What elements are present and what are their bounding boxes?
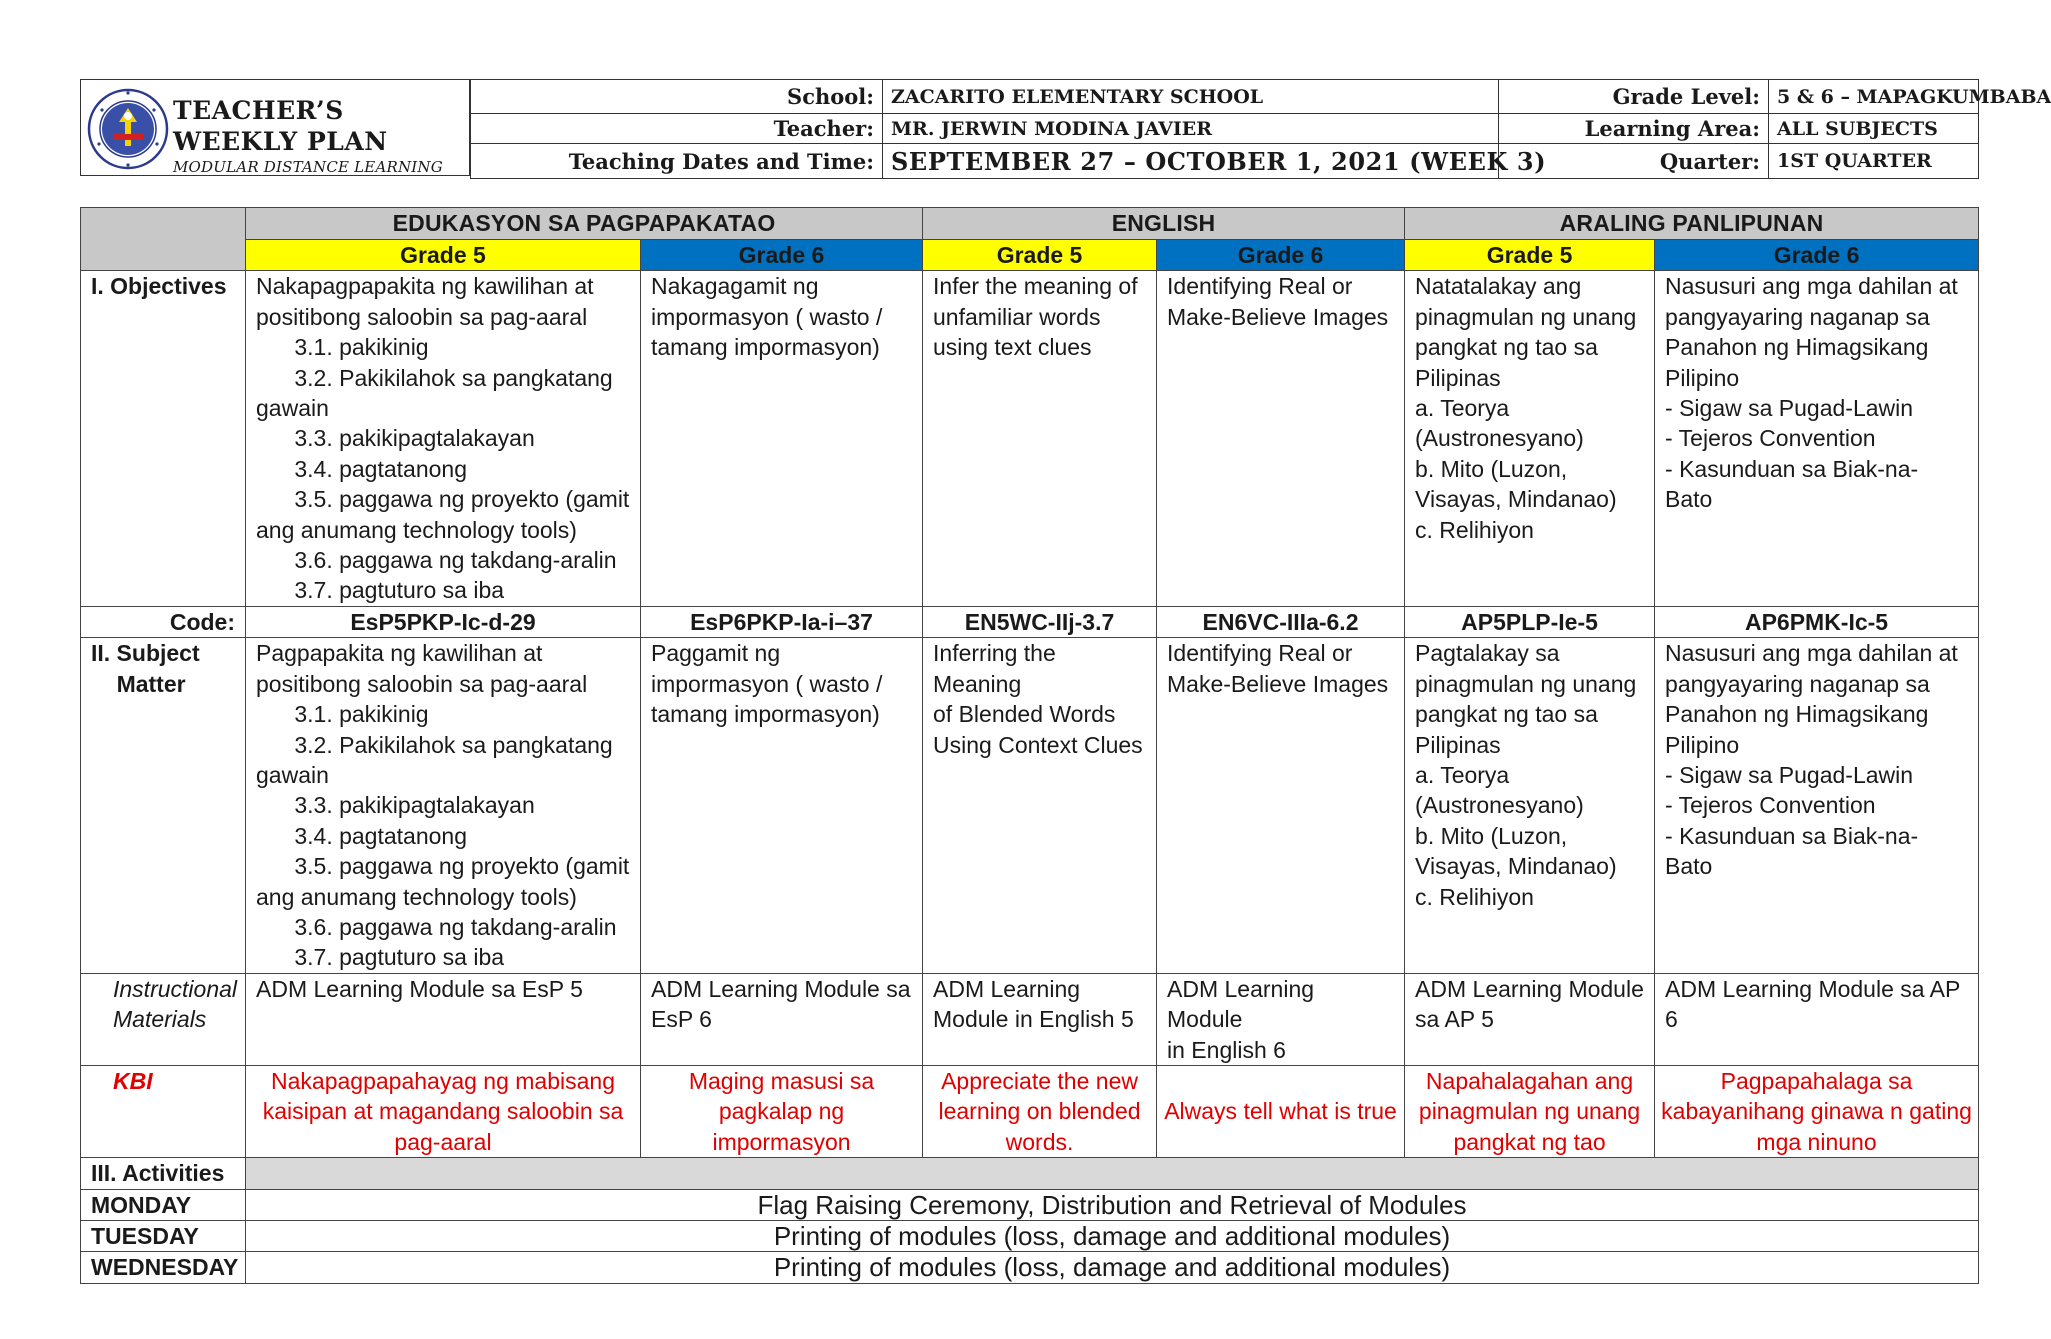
code-cell: AP5PLP-Ie-5 bbox=[1405, 606, 1655, 637]
subject-header-row bbox=[81, 208, 1979, 240]
subject-ap: ARALING PANLIPUNAN bbox=[1405, 208, 1979, 240]
kbi-cell: Nakapagpapahayag ng mabisang kaisipan at magandang saloobin sa pag-aaral bbox=[246, 1065, 641, 1157]
objective-cell: Nakapagpapakita ng kawilihan at positibong saloobin sa pag-aaral 3.1. pakikinig 3.2. Pakikilahok sa pangkatang gawain 3.3. pakikipagtalakayan 3.4. pagtatanong 3.5. paggawa ng proyekto (gamit ang anumang technology tools) 3.6. paggawa ng takdang-aralin 3.7. pagtuturo sa iba bbox=[246, 271, 641, 606]
quarter-value: 1ST QUARTER bbox=[1769, 144, 1979, 179]
code-cell: EsP5PKP-Ic-d-29 bbox=[246, 606, 641, 637]
day-label: WEDNESDAY bbox=[81, 1252, 246, 1283]
title-modality: MODULAR DISTANCE LEARNING bbox=[173, 158, 443, 176]
subject-matter-cell: Inferring the Meaning of Blended Words Using Context Clues bbox=[923, 638, 1157, 973]
materials-cell: ADM Learning Module in English 5 bbox=[923, 973, 1157, 1065]
objective-cell: Nasusuri ang mga dahilan at pangyayaring naganap sa Panahon ng Himagsikang Pilipino - Sigaw sa Pugad-Lawin - Tejeros Convention - Kasunduan sa Biak-na- Bato bbox=[1655, 271, 1979, 606]
kbi-cell: Maging masusi sa pagkalap ng impormasyon bbox=[641, 1065, 923, 1157]
grade-header: Grade 5 bbox=[246, 240, 641, 271]
objective-cell: Infer the meaning of unfamiliar words using text clues bbox=[923, 271, 1157, 606]
materials-cell: ADM Learning Module sa AP 6 bbox=[1655, 973, 1979, 1065]
subject-matter-cell: Pagtalakay sa pinagmulan ng unang pangkat ng tao sa Pilipinas a. Teorya (Austronesyano) b. Mito (Luzon, Visayas, Mindanao) c. Relihiyon bbox=[1405, 638, 1655, 973]
code-label: Code: bbox=[81, 606, 246, 637]
grade-header: Grade 5 bbox=[923, 240, 1157, 271]
grade-level-value: 5 & 6 – MAPAGKUMBABA bbox=[1769, 80, 1979, 114]
activity-cell: Flag Raising Ceremony, Distribution and Retrieval of Modules bbox=[246, 1189, 1979, 1220]
subject-esp: EDUKASYON SA PAGPAPAKATAO bbox=[246, 208, 923, 240]
kbi-row bbox=[81, 1065, 1979, 1157]
code-row bbox=[81, 606, 1979, 637]
learning-area-label: Learning Area: bbox=[1499, 114, 1769, 144]
kbi-cell: Always tell what is true bbox=[1157, 1065, 1405, 1157]
dates-label: Teaching Dates and Time: bbox=[471, 144, 883, 179]
title-teachers: TEACHER’S bbox=[173, 96, 344, 125]
materials-cell: ADM Learning Module sa EsP 6 bbox=[641, 973, 923, 1065]
teacher-label: Teacher: bbox=[471, 114, 883, 144]
activity-row-wednesday bbox=[81, 1252, 1979, 1283]
materials-row bbox=[81, 973, 1979, 1065]
objectives-label: I. Objectives bbox=[81, 271, 246, 606]
deped-seal-icon bbox=[87, 88, 169, 170]
corner-cell bbox=[81, 208, 246, 271]
dates-value: SEPTEMBER 27 – OCTOBER 1, 2021 (WEEK 3) bbox=[883, 144, 1499, 179]
activity-row-tuesday bbox=[81, 1221, 1979, 1252]
school-label: School: bbox=[471, 80, 883, 114]
objective-cell: Nakagagamit ng impormasyon ( wasto / tamang impormasyon) bbox=[641, 271, 923, 606]
subject-matter-cell: Nasusuri ang mga dahilan at pangyayaring naganap sa Panahon ng Himagsikang Pilipino - Sigaw sa Pugad-Lawin - Tejeros Convention - Kasunduan sa Biak-na- Bato bbox=[1655, 638, 1979, 973]
subject-matter-label: II. Subject Matter bbox=[81, 638, 246, 973]
grade-header: Grade 6 bbox=[1157, 240, 1405, 271]
day-label: TUESDAY bbox=[81, 1221, 246, 1252]
school-value: ZACARITO ELEMENTARY SCHOOL bbox=[883, 80, 1499, 114]
grade-header: Grade 6 bbox=[641, 240, 923, 271]
grade-header-row bbox=[81, 240, 1979, 271]
kbi-cell: Appreciate the new learning on blended words. bbox=[923, 1065, 1157, 1157]
subject-english: ENGLISH bbox=[923, 208, 1405, 240]
materials-label: Instructional Materials bbox=[81, 973, 246, 1065]
activities-header-row bbox=[81, 1158, 1979, 1189]
materials-cell: ADM Learning Module sa AP 5 bbox=[1405, 973, 1655, 1065]
subject-matter-cell: Paggamit ng impormasyon ( wasto / tamang impormasyon) bbox=[641, 638, 923, 973]
activity-cell: Printing of modules (loss, damage and additional modules) bbox=[246, 1252, 1979, 1283]
objective-cell: Natatalakay ang pinagmulan ng unang pangkat ng tao sa Pilipinas a. Teorya (Austronesyano) b. Mito (Luzon, Visayas, Mindanao) c. Relihiyon bbox=[1405, 271, 1655, 606]
activity-row-monday bbox=[81, 1189, 1979, 1220]
code-cell: EsP6PKP-Ia-i–37 bbox=[641, 606, 923, 637]
objective-cell: Identifying Real or Make-Believe Images bbox=[1157, 271, 1405, 606]
day-label: MONDAY bbox=[81, 1189, 246, 1220]
materials-cell: ADM Learning Module sa EsP 5 bbox=[246, 973, 641, 1065]
plan-header bbox=[80, 79, 2051, 178]
code-cell: AP6PMK-Ic-5 bbox=[1655, 606, 1979, 637]
grade-header: Grade 6 bbox=[1655, 240, 1979, 271]
weekly-plan-table bbox=[80, 207, 1979, 1284]
activity-cell: Printing of modules (loss, damage and additional modules) bbox=[246, 1221, 1979, 1252]
quarter-label: Quarter: bbox=[1499, 144, 1769, 179]
grade-header: Grade 5 bbox=[1405, 240, 1655, 271]
subject-matter-row bbox=[81, 638, 1979, 973]
activities-label: III. Activities bbox=[81, 1158, 246, 1189]
header-info bbox=[470, 79, 2051, 178]
kbi-cell: Napahalagahan ang pinagmulan ng unang pangkat ng tao bbox=[1405, 1065, 1655, 1157]
subject-matter-cell: Pagpapakita ng kawilihan at positibong saloobin sa pag-aaral 3.1. pakikinig 3.2. Pakikilahok sa pangkatang gawain 3.3. pakikipagtalakayan 3.4. pagtatanong 3.5. paggawa ng proyekto (gamit ang anumang technology tools) 3.6. paggawa ng takdang-aralin 3.7. pagtuturo sa iba bbox=[246, 638, 641, 973]
title-weekly-plan: WEEKLY PLAN bbox=[173, 127, 388, 156]
kbi-cell: Pagpapahalaga sa kabayanihang ginawa n gating mga ninuno bbox=[1655, 1065, 1979, 1157]
subject-matter-cell: Identifying Real or Make-Believe Images bbox=[1157, 638, 1405, 973]
learning-area-value: ALL SUBJECTS bbox=[1769, 114, 1979, 144]
activities-header-fill bbox=[246, 1158, 1979, 1189]
grade-level-label: Grade Level: bbox=[1499, 80, 1769, 114]
kbi-label: KBI bbox=[81, 1065, 246, 1157]
materials-cell: ADM Learning Module in English 6 bbox=[1157, 973, 1405, 1065]
header-title-box bbox=[80, 79, 470, 176]
code-cell: EN6VC-IIIa-6.2 bbox=[1157, 606, 1405, 637]
code-cell: EN5WC-IIj-3.7 bbox=[923, 606, 1157, 637]
objectives-row bbox=[81, 271, 1979, 606]
teacher-value: MR. JERWIN MODINA JAVIER bbox=[883, 114, 1499, 144]
